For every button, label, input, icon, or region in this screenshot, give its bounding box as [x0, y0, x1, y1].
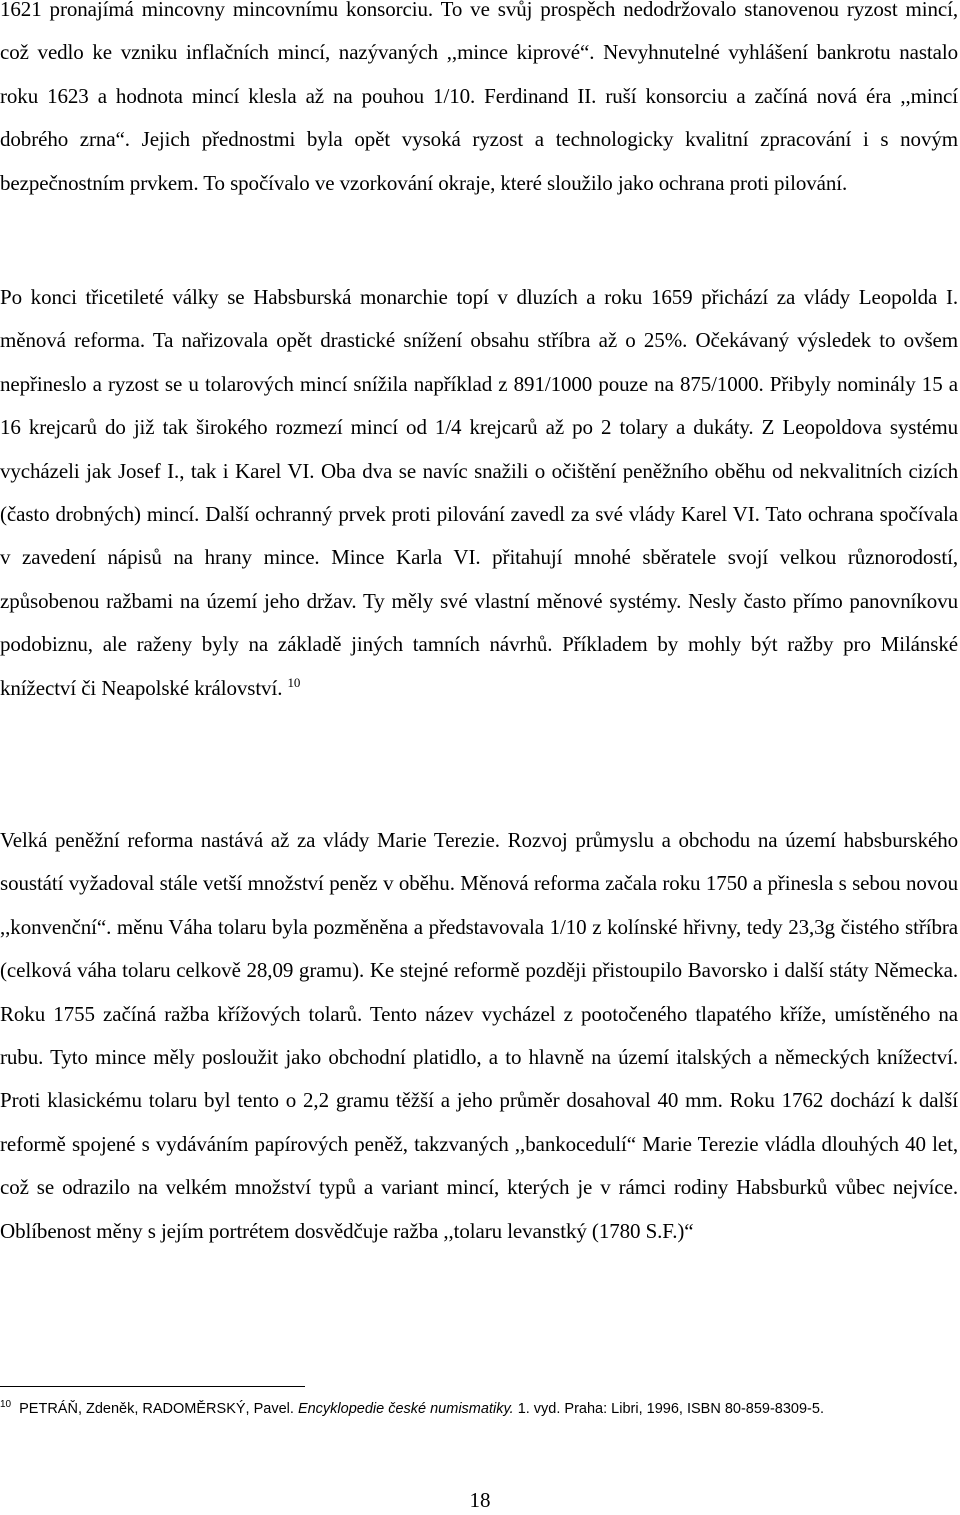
footnote — [0, 1398, 960, 1420]
paragraph-3-text: Velká peněžní reforma nastává až za vlády Marie Terezie. Rozvoj průmyslu a obchodu na území habsburského soustátí vyžadoval stále vetší množství peněz v oběhu. Měnová reforma začala roku 1750 a přinesla s sebou novou ,,konvenční“. měnu Váha tolaru byla pozměněna a představovala 1/10 z kolínské hřivny, tedy 23,3g čistého stříbra (celková váha tolaru celkově 28,09 gramu). Ke stejné reformě později přistoupilo Bavorsko i další státy Německa. Roku 1755 začíná ražba křížových tolarů. Tento název vycházel z pootočeného tlapatého kříže, umístěného na rubu. Tyto mince měly posloužit jako obchodní platidlo, a to hlavně na území italských a německých knížectví. Proti klasickému tolaru byl tento o 2,2 gramu těžší a jeho průměr dosahoval 40 mm. Roku 1762 dochází k další reformě spojené s vydáváním papírových peněž, takzvaných ,,bankocedulí“ Marie Terezie vládla dlouhých 40 let, což se odrazilo na velkém množství typů a variant mincí, kterých je v rámci rodiny Habsburků vůbec nejvíce. Oblíbenost měny s jejím portrétem dosvědčuje ražba ,,tolaru levanstký (1780 S.F.)“ — [0, 828, 958, 1243]
page-number: 18 — [469, 1488, 491, 1512]
paragraph-1-text: 1621 pronajímá mincovny mincovnímu konsorciu. To ve svůj prospěch nedodržovalo stanovenou ryzost mincí, což vedlo ke vzniku inflačních mincí, nazývaných ,,mince kiprové“. Nevyhnutelné vyhlášení bankrotu nastalo roku 1623 a hodnota mincí klesla až na pouhou 1/10. Ferdinand II. ruší konsorciu a začíná nová éra ,,mincí dobrého zrna“. Jejich přednostmi byla opět vysoká ryzost a technologicky kvalitní zpracování i s novým bezpečnostním prvkem. To spočívalo ve vzorkování okraje, které sloužilo jako ochrana proti pilování. — [0, 0, 958, 195]
footnote-title: Encyklopedie české numismatiky. — [297, 1401, 514, 1417]
footnote-number: 10 — [0, 1399, 12, 1411]
footnote-separator — [0, 1386, 305, 1387]
footnote-reference[interactable]: 10 — [287, 674, 301, 690]
paragraph-3 — [0, 819, 958, 1253]
footnote-details: 1. vyd. Praha: Libri, 1996, ISBN 80-859-8309-5. — [517, 1401, 824, 1417]
footnote-authors: PETRÁŇ, Zdeněk, RADOMĚRSKÝ, Pavel. — [19, 1401, 294, 1417]
paragraph-2-text: Po konci třicetileté války se Habsburská monarchie topí v dluzích a roku 1659 přichází za vlády Leopolda I. měnová reforma. Ta nařizovala opět drastické snížení obsahu stříbra až o 25%. Očekávaný výsledek to ovšem nepřineslo a ryzost se u tolarových mincí snížila například z 891/1000 pouze na 875/1000. Přibyly nominály 15 a 16 krejcarů do již tak širokého rozmezí mincí od 1/4 krejcarů až po 2 tolary a dukáty. Z Leopoldova systému vycházeli jak Josef I., tak i Karel VI. Oba dva se navíc snažili o očištění peněžního oběhu od nekvalitních cizích (často drobných) mincí. Další ochranný prvek proti pilování zavedl za své vlády Karel VI. Tato ochrana spočívala v zavedení nápisů na hrany mince. Mince Karla VI. přitahují mnohé sběratele svojí velkou různorodostí, způsobenou ražbami na území jeho držav. Ty měly své vlastní měnové systémy. Nesly často přímo panovníkovu podobiznu, ale raženy byly na základě jiných tamních návrhů. Příkladem by mohly být ražby pro Milánské knížectví či Neapolské království. — [0, 285, 958, 700]
paragraph-1 — [0, 0, 958, 205]
paragraph-2 — [0, 276, 958, 710]
